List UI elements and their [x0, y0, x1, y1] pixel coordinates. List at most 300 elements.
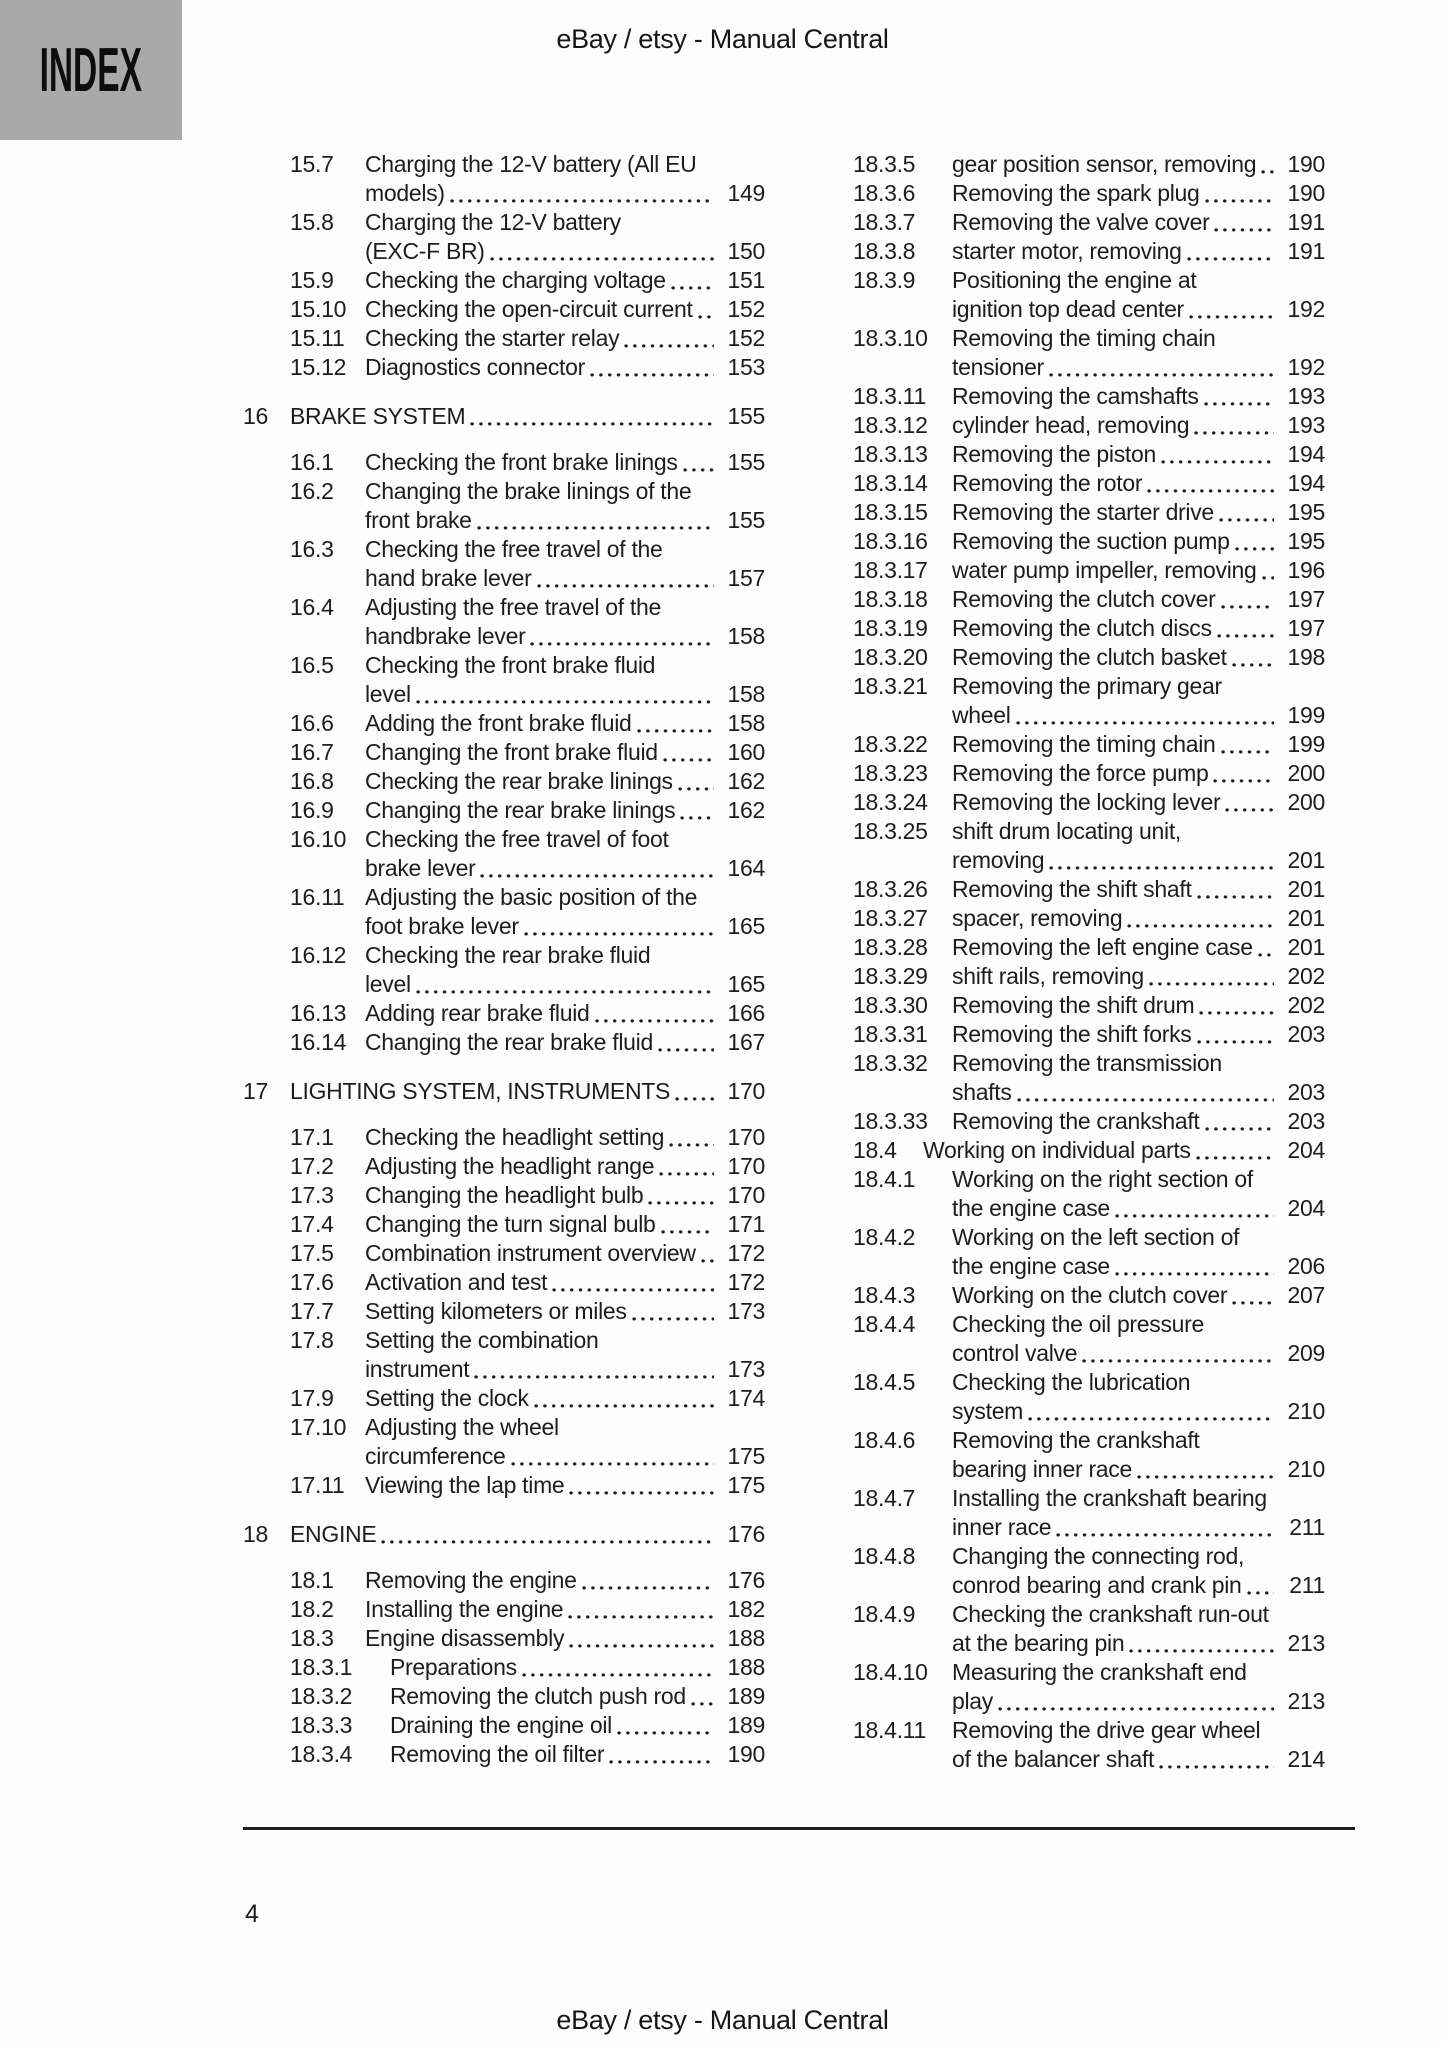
toc-entry-title: Removing the shift shaft — [952, 876, 1192, 902]
toc-entry-title: Measuring the crankshaft end — [952, 1659, 1247, 1685]
toc-entry-body — [952, 1426, 1325, 1484]
toc-entry-page: 196 — [1287, 557, 1325, 583]
toc-entry-line — [952, 1020, 1325, 1049]
toc-entry-page: 188 — [727, 1654, 765, 1680]
toc-entry-title: Removing the timing chain — [952, 731, 1216, 757]
dot-leader — [1189, 295, 1274, 324]
dot-leader — [1232, 643, 1274, 672]
toc-entry-title: Removing the valve cover — [952, 209, 1210, 235]
toc-entry-number: 18.1 — [290, 1567, 334, 1593]
dot-leader — [691, 1682, 714, 1711]
toc-entry-title: Removing the shift forks — [952, 1021, 1192, 1047]
toc-entry — [243, 1268, 765, 1297]
toc-entry-line — [952, 1455, 1325, 1484]
toc-entry-title: instrument — [365, 1356, 470, 1382]
dot-leader — [1082, 1339, 1274, 1368]
toc-entry-number: 16.2 — [290, 478, 334, 504]
toc-entry — [853, 208, 1325, 237]
toc-entry-body — [365, 825, 765, 883]
toc-entry-title: play — [952, 1688, 993, 1714]
toc-entry-body — [390, 1711, 765, 1740]
toc-entry-page: 172 — [727, 1240, 765, 1266]
toc-entry-body — [290, 1520, 765, 1549]
toc-entry-line — [952, 469, 1325, 498]
toc-entry-page: 204 — [1287, 1195, 1325, 1221]
dot-leader — [1204, 382, 1274, 411]
toc-entry — [243, 593, 765, 651]
dot-leader — [1235, 527, 1274, 556]
dot-leader — [1205, 1107, 1274, 1136]
toc-entry-number: 17.8 — [290, 1327, 334, 1353]
toc-entry-body — [365, 295, 765, 324]
toc-entry-title: Adding rear brake fluid — [365, 1000, 590, 1026]
toc-entry — [853, 179, 1325, 208]
dot-leader — [1232, 1281, 1274, 1310]
toc-entry-page: 194 — [1287, 441, 1325, 467]
dot-leader — [669, 1123, 714, 1152]
toc-entry-number: 16.3 — [290, 536, 334, 562]
toc-entry-body — [952, 498, 1325, 527]
dot-leader — [1147, 469, 1274, 498]
toc-entry-line — [290, 402, 765, 431]
toc-entry-page: 158 — [727, 623, 765, 649]
toc-entry-number: 16.14 — [290, 1029, 347, 1055]
toc-entry-number: 18.3.23 — [853, 760, 928, 786]
toc-entry-title: Removing the starter drive — [952, 499, 1214, 525]
dot-leader — [1137, 1455, 1274, 1484]
toc-entry-page: 193 — [1287, 383, 1325, 409]
toc-entry-number: 18.3.32 — [853, 1050, 928, 1076]
toc-entry-page: 155 — [727, 403, 765, 429]
toc-entry-line — [952, 150, 1325, 179]
toc-entry-line — [365, 593, 765, 622]
toc-entry-title: Preparations — [390, 1654, 517, 1680]
toc-entry-body — [365, 150, 765, 208]
toc-entry-title: Removing the crankshaft — [952, 1108, 1200, 1134]
toc-entry-number: 18.4.6 — [853, 1427, 916, 1453]
toc-entry-line — [365, 448, 765, 477]
toc-entry-number: 18.3.5 — [853, 151, 916, 177]
toc-entry-number: 17.2 — [290, 1153, 334, 1179]
toc-entry-title: Removing the locking lever — [952, 789, 1221, 815]
toc-entry-line — [952, 208, 1325, 237]
toc-entry — [243, 1595, 765, 1624]
toc-entry-title: Removing the rotor — [952, 470, 1143, 496]
dot-leader — [569, 1471, 714, 1500]
toc-entry-page: 213 — [1287, 1630, 1325, 1656]
toc-entry-line — [365, 1152, 765, 1181]
toc-entry-body — [952, 150, 1325, 179]
toc-entry-line — [390, 1653, 765, 1682]
toc-entry-title: Viewing the lap time — [365, 1472, 565, 1498]
toc-entry-title: Installing the crankshaft bearing — [952, 1485, 1267, 1511]
toc-entry-line — [952, 1368, 1325, 1397]
dot-leader — [617, 1711, 714, 1740]
toc-entry-number: 16.9 — [290, 797, 334, 823]
toc-entry-body — [365, 796, 765, 825]
toc-entry-page: 175 — [727, 1472, 765, 1498]
toc-entry-line — [952, 614, 1325, 643]
toc-entry-line — [952, 1658, 1325, 1687]
toc-entry-body — [290, 402, 765, 431]
toc-entry-page: 192 — [1287, 296, 1325, 322]
toc-entry-line — [365, 1268, 765, 1297]
toc-entry — [243, 1711, 765, 1740]
toc-entry-line — [365, 477, 765, 506]
dot-leader — [490, 237, 714, 266]
toc-entry — [243, 1413, 765, 1471]
dot-leader — [632, 1297, 714, 1326]
footer-title: eBay / etsy - Manual Central — [556, 2005, 889, 2035]
toc-entry-page: 155 — [727, 449, 765, 475]
toc-entry-number: 18.4.7 — [853, 1485, 916, 1511]
toc-entry-title: handbrake lever — [365, 623, 526, 649]
dot-leader — [1262, 556, 1275, 585]
toc-entry-body — [365, 1413, 765, 1471]
toc-entry-title: Installing the engine — [365, 1596, 564, 1622]
toc-entry-title: Removing the left engine case — [952, 934, 1253, 960]
toc-entry-title: at the bearing pin — [952, 1630, 1125, 1656]
toc-entry-line — [952, 904, 1325, 933]
toc-entry-line — [290, 1077, 765, 1106]
toc-entry-line — [952, 1165, 1325, 1194]
toc-entry-body — [365, 883, 765, 941]
toc-entry-page: 211 — [1289, 1514, 1325, 1540]
toc-entry-title: Checking the charging voltage — [365, 267, 666, 293]
toc-entry-body — [365, 651, 765, 709]
toc-entry-line — [365, 1566, 765, 1595]
toc-entry-number: 17.3 — [290, 1182, 334, 1208]
toc-entry-title: Setting the combination — [365, 1327, 599, 1353]
toc-entry — [243, 1210, 765, 1239]
toc-entry-title: the engine case — [952, 1253, 1110, 1279]
toc-entry-page: 210 — [1287, 1398, 1325, 1424]
toc-entry-title: Removing the clutch cover — [952, 586, 1216, 612]
toc-entry — [853, 1600, 1325, 1658]
toc-entry — [243, 651, 765, 709]
toc-entry — [243, 738, 765, 767]
toc-entry-title: Removing the oil filter — [390, 1741, 605, 1767]
toc-entry — [243, 1653, 765, 1682]
toc-entry-line — [952, 817, 1325, 846]
toc-entry — [243, 883, 765, 941]
toc-entry-line — [952, 730, 1325, 759]
toc-entry-number: 18.3.19 — [853, 615, 928, 641]
toc-entry-line — [365, 1239, 765, 1268]
toc-entry-line — [365, 1028, 765, 1057]
dot-leader — [661, 1210, 714, 1239]
toc-entry-body — [952, 933, 1325, 962]
toc-entry-title: Working on individual parts — [923, 1137, 1191, 1163]
toc-entry-page: 165 — [727, 971, 765, 997]
toc-entry-number: 18.3.4 — [290, 1741, 353, 1767]
toc-entry — [243, 1181, 765, 1210]
toc-entry-number: 15.7 — [290, 151, 334, 177]
toc-entry-line — [952, 1049, 1325, 1078]
toc-entry — [853, 1310, 1325, 1368]
toc-entry-number: 18.3.14 — [853, 470, 928, 496]
toc-entry — [243, 448, 765, 477]
dot-leader — [1129, 1629, 1274, 1658]
dot-leader — [590, 353, 714, 382]
toc-entry-number: 18.4 — [853, 1137, 897, 1163]
toc-entry — [853, 1484, 1325, 1542]
dot-leader — [698, 295, 714, 324]
toc-entry-line — [952, 991, 1325, 1020]
toc-entry — [853, 585, 1325, 614]
toc-entry-body — [365, 767, 765, 796]
toc-entry-line — [952, 672, 1325, 701]
dot-leader — [671, 266, 714, 295]
toc-entry — [243, 1123, 765, 1152]
toc-entry-body — [952, 875, 1325, 904]
toc-entry-title: Changing the headlight bulb — [365, 1182, 644, 1208]
dot-leader — [474, 1355, 714, 1384]
toc-entry-line — [952, 266, 1325, 295]
dot-leader — [678, 767, 714, 796]
toc-entry-title: Checking the oil pressure — [952, 1311, 1205, 1337]
toc-entry-line — [290, 1520, 765, 1549]
toc-entry — [853, 614, 1325, 643]
toc-entry-number: 15.9 — [290, 267, 334, 293]
toc-entry-line — [952, 1571, 1325, 1600]
toc-entry-line — [952, 1194, 1325, 1223]
toc-entry-body — [952, 266, 1325, 324]
toc-entry-page: 197 — [1287, 586, 1325, 612]
dot-leader — [609, 1740, 714, 1769]
toc-entry-body — [952, 817, 1325, 875]
toc-entry-body — [365, 738, 765, 767]
toc-entry-body — [952, 759, 1325, 788]
toc-entry-line — [365, 295, 765, 324]
dot-leader — [1225, 788, 1274, 817]
toc-entry-line — [365, 1442, 765, 1471]
index-tab — [0, 0, 182, 140]
toc-entry-number: 18.3.9 — [853, 267, 916, 293]
toc-entry-line — [952, 179, 1325, 208]
toc-entry-page: 188 — [727, 1625, 765, 1651]
toc-entry — [243, 1028, 765, 1057]
toc-entry-page: 162 — [727, 768, 765, 794]
dot-leader — [1056, 1513, 1274, 1542]
toc-entry — [243, 353, 765, 382]
toc-entry-number: 16 — [243, 403, 268, 429]
toc-entry — [243, 1471, 765, 1500]
toc-entry-page: 167 — [727, 1029, 765, 1055]
toc-entry-title: Removing the primary gear — [952, 673, 1222, 699]
toc-entry — [243, 477, 765, 535]
dot-leader — [1149, 962, 1274, 991]
toc-entry-title: Changing the rear brake linings — [365, 797, 676, 823]
toc-entry — [853, 730, 1325, 759]
toc-entry-page: 209 — [1287, 1340, 1325, 1366]
toc-entry-number: 18.3.15 — [853, 499, 928, 525]
toc-entry-line — [365, 825, 765, 854]
toc-entry-title: Charging the 12-V battery — [365, 209, 621, 235]
toc-entry-title: Removing the clutch push rod — [390, 1683, 686, 1709]
toc-entry-page: 176 — [727, 1521, 765, 1547]
toc-entry-title: system — [952, 1398, 1024, 1424]
toc-entry-body — [390, 1653, 765, 1682]
toc-entry — [853, 788, 1325, 817]
toc-entry-line — [365, 1595, 765, 1624]
toc-entry-body — [365, 941, 765, 999]
toc-entry-title: BRAKE SYSTEM — [290, 403, 466, 429]
toc-entry-number: 17.7 — [290, 1298, 334, 1324]
toc-entry-number: 15.12 — [290, 354, 347, 380]
toc-entry-title: Checking the free travel of the — [365, 536, 663, 562]
toc-entry-line — [365, 237, 765, 266]
toc-entry-title: Removing the drive gear wheel — [952, 1717, 1261, 1743]
dot-leader — [1214, 208, 1274, 237]
toc-entry — [853, 1136, 1325, 1165]
toc-entry — [853, 759, 1325, 788]
toc-entry-page: 175 — [727, 1443, 765, 1469]
dot-leader — [1049, 353, 1274, 382]
toc-entry — [243, 266, 765, 295]
toc-entry-body — [365, 1152, 765, 1181]
toc-entry-title: ENGINE — [290, 1521, 377, 1547]
toc-entry-page: 174 — [727, 1385, 765, 1411]
toc-entry-page: 191 — [1287, 238, 1325, 264]
toc-entry-page: 203 — [1287, 1108, 1325, 1134]
dot-leader — [1197, 875, 1274, 904]
toc-entry-line — [952, 1397, 1325, 1426]
dot-leader — [1213, 759, 1274, 788]
toc-entry-title: wheel — [952, 702, 1011, 728]
toc-entry-number: 16.10 — [290, 826, 347, 852]
toc-entry — [853, 1542, 1325, 1600]
toc-entry-page: 160 — [727, 739, 765, 765]
toc-entry-title: Setting kilometers or miles — [365, 1298, 627, 1324]
toc-entry-line — [365, 506, 765, 535]
toc-entry-number: 18.3.30 — [853, 992, 928, 1018]
toc-entry-page: 166 — [727, 1000, 765, 1026]
toc-entry — [243, 1077, 765, 1106]
toc-entry-title: Adding the front brake fluid — [365, 710, 632, 736]
toc-entry-body — [952, 1281, 1325, 1310]
toc-entry-line — [952, 382, 1325, 411]
dot-leader — [1161, 440, 1274, 469]
toc-entry-line — [365, 353, 765, 382]
toc-entry-body — [365, 1210, 765, 1239]
toc-entry-line — [365, 266, 765, 295]
toc-entry — [853, 817, 1325, 875]
toc-entry-title: Removing the force pump — [952, 760, 1209, 786]
toc-entry-number: 18.3.21 — [853, 673, 928, 699]
dot-leader — [998, 1687, 1274, 1716]
toc-entry-page: 203 — [1287, 1079, 1325, 1105]
toc-entry-line — [952, 933, 1325, 962]
toc-entry-title: level — [365, 681, 411, 707]
toc-entry-page: 202 — [1287, 963, 1325, 989]
toc-entry — [243, 1297, 765, 1326]
dot-leader — [522, 1653, 714, 1682]
toc-entry-title: control valve — [952, 1340, 1078, 1366]
dot-leader — [1187, 237, 1274, 266]
dot-leader — [675, 1077, 714, 1106]
toc-entry — [243, 796, 765, 825]
toc-entry-page: 155 — [727, 507, 765, 533]
toc-entry-body — [952, 179, 1325, 208]
dot-leader — [1127, 904, 1274, 933]
toc-entry-body — [952, 527, 1325, 556]
toc-entry-page: 190 — [1287, 151, 1325, 177]
toc-entry-number: 18.4.3 — [853, 1282, 916, 1308]
toc-entry-body — [952, 904, 1325, 933]
toc-entry-page: 201 — [1287, 905, 1325, 931]
dot-leader — [637, 709, 715, 738]
dot-leader — [537, 564, 714, 593]
toc-entry-number: 18.4.5 — [853, 1369, 916, 1395]
toc-entry-line — [952, 846, 1325, 875]
toc-entry-body — [365, 353, 765, 382]
toc-entry-line — [365, 709, 765, 738]
toc-entry-page: 173 — [727, 1356, 765, 1382]
toc-entry-body — [365, 1239, 765, 1268]
toc-entry-number: 17 — [243, 1078, 268, 1104]
toc-entry-body — [365, 448, 765, 477]
dot-leader — [1247, 1571, 1274, 1600]
toc-entry-page: 194 — [1287, 470, 1325, 496]
toc-entry — [853, 237, 1325, 266]
toc-entry-title: Changing the brake linings of the — [365, 478, 692, 504]
dot-leader — [1217, 614, 1274, 643]
toc-entry-title: Checking the front brake fluid — [365, 652, 656, 678]
toc-entry-page: 203 — [1287, 1021, 1325, 1047]
toc-entry-body — [952, 585, 1325, 614]
toc-entry-body — [952, 1600, 1325, 1658]
toc-entry-title: hand brake lever — [365, 565, 532, 591]
toc-entry-line — [952, 875, 1325, 904]
toc-entry-line — [952, 1223, 1325, 1252]
toc-entry-title: Removing the clutch discs — [952, 615, 1212, 641]
toc-entry-body — [952, 730, 1325, 759]
toc-entry-number: 16.1 — [290, 449, 334, 475]
dot-leader — [1205, 179, 1274, 208]
toc-entry-line — [952, 585, 1325, 614]
toc-entry-line — [365, 883, 765, 912]
toc-entry-line — [952, 962, 1325, 991]
toc-entry-title: level — [365, 971, 411, 997]
toc-entry-page: 157 — [727, 565, 765, 591]
toc-entry-body — [365, 1624, 765, 1653]
toc-entry-body — [952, 237, 1325, 266]
toc-entry-line — [952, 1542, 1325, 1571]
toc-entry — [243, 1682, 765, 1711]
dot-leader — [658, 1028, 714, 1057]
dot-leader — [477, 506, 714, 535]
toc-entry-line — [952, 759, 1325, 788]
toc-entry-title: Checking the crankshaft run-out — [952, 1601, 1269, 1627]
toc-entry-body — [952, 614, 1325, 643]
toc-entry — [853, 672, 1325, 730]
dot-leader — [530, 622, 714, 651]
toc-entry-title: Removing the timing chain — [952, 325, 1216, 351]
toc-entry-line — [365, 622, 765, 651]
toc-entry-page: 206 — [1287, 1253, 1325, 1279]
dot-leader — [648, 1181, 714, 1210]
toc-entry-title: gear position sensor, removing — [952, 151, 1257, 177]
toc-entry — [243, 1239, 765, 1268]
toc-entry-body — [365, 709, 765, 738]
toc-entry-page: 195 — [1287, 499, 1325, 525]
toc-entry — [853, 1426, 1325, 1484]
dot-leader — [511, 1442, 714, 1471]
toc-entry-body — [952, 1368, 1325, 1426]
toc-entry — [853, 1107, 1325, 1136]
toc-entry-page: 190 — [1287, 180, 1325, 206]
